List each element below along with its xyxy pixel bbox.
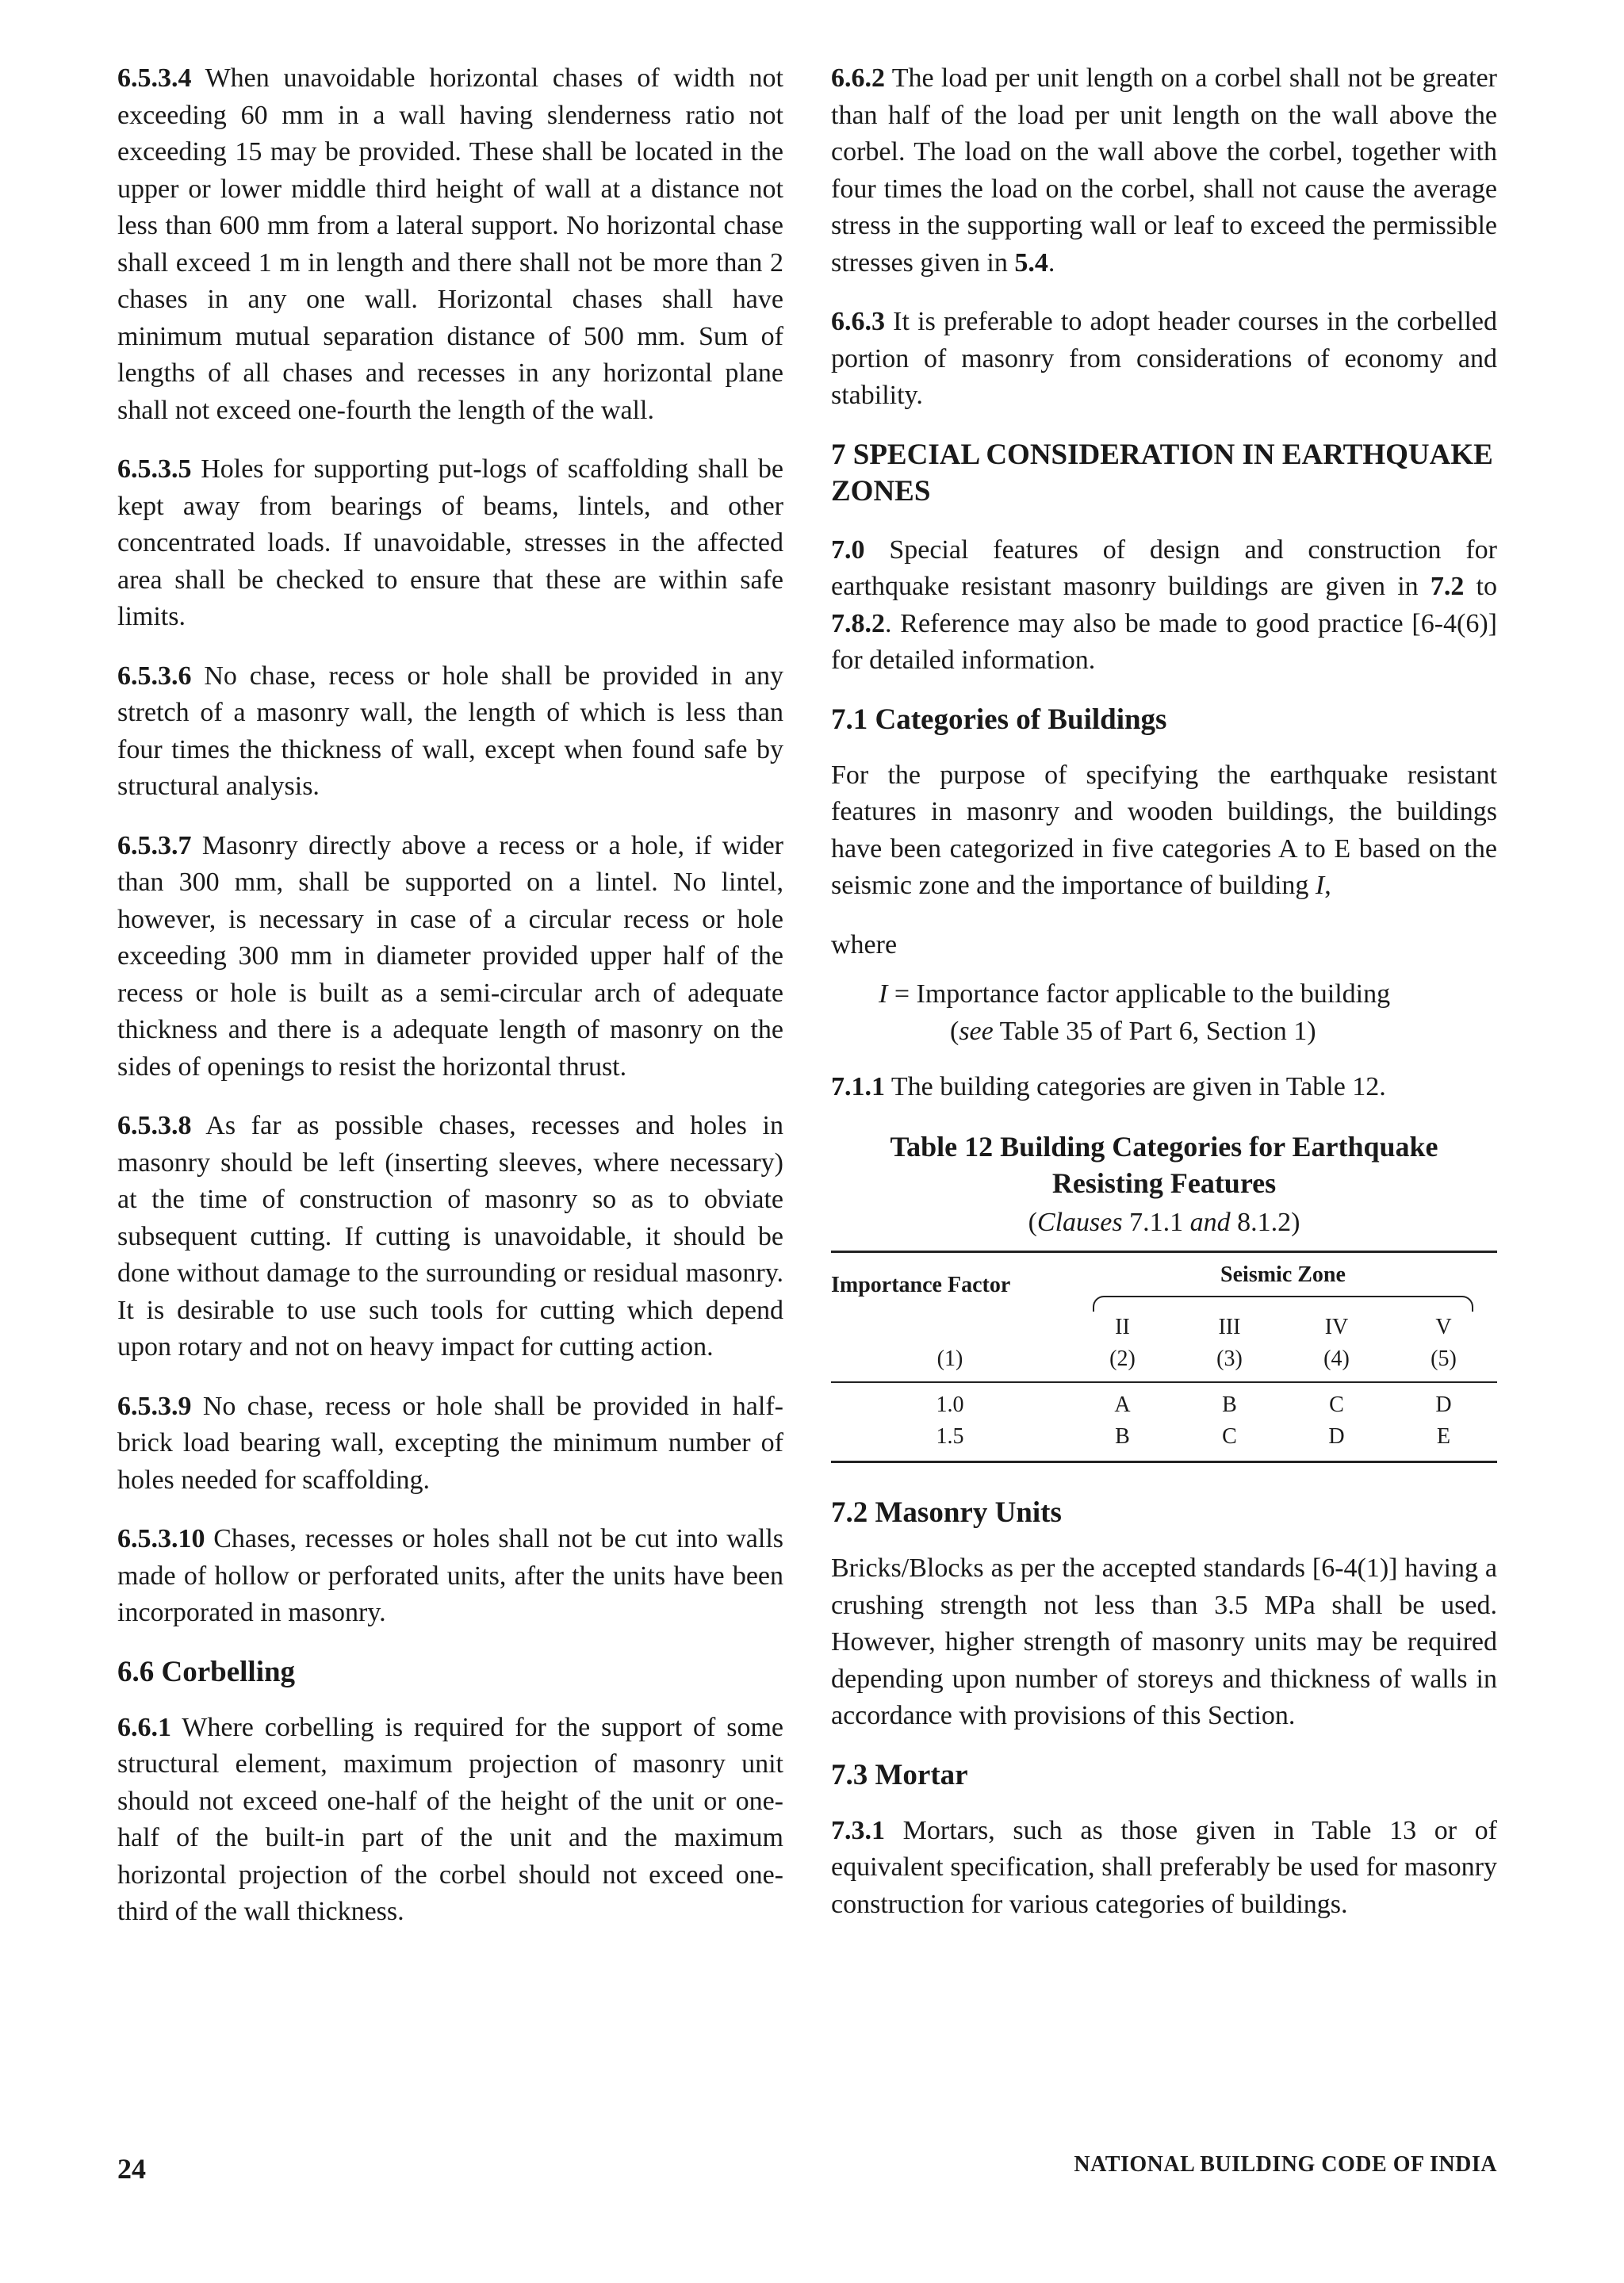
clause-6-5-3-8: 6.5.3.8 As far as possible chases, recesses and holes in masonry should be left (inserting sleeves, where necessary) at the time of construction of masonry so as to obviate subsequent cutting. If cutting is unavoidable, it should be done without damage to the surrounding or residual masonry. It is desirable to use such tools for cutting which depend upon rotary and not on heavy impact for cutting action. — [117, 1111, 783, 1362]
page-number: 24 — [117, 2153, 146, 2185]
clause-6-6-2: 6.6.2 The load per unit length on a corbel shall not be greater than half of the load per unit length on the wall above the corbel. The load on the wall above the corbel, together with four times the load on the corbel, shall not cause the average stress in the supporting wall or leaf to exceed the permissible stresses given in 5.4. — [831, 63, 1497, 278]
clause-7-2-text: Bricks/Blocks as per the accepted standards [6-4(1)] having a crushing strength not less than 3.5 MPa shall be used. However, higher strength of masonry units may be required depending upon number of storeys and thickness of walls in accordance with provisions of this Section. — [831, 1553, 1497, 1730]
table-title: Table 12 Building Categories for Earthquake Resisting Features — [890, 1130, 1438, 1199]
zone-label: III — [1218, 1315, 1241, 1339]
clause-7-0: 7.0 Special features of design and construction for earthquake resistant masonry buildings are given in 7.2 to 7.8.2. Reference may also be made to good practice [6-4(6)] for detailed information. — [831, 534, 1497, 675]
column-number: (4) — [1323, 1346, 1350, 1371]
table-row: 1.0 A B C D — [831, 1382, 1497, 1421]
heading-corbelling: 6.6 Corbelling — [117, 1655, 296, 1688]
table-clauses: (Clauses 7.1.1 and 8.1.2) — [1028, 1207, 1300, 1237]
column-number: (1) — [936, 1346, 963, 1371]
clause-6-5-3-9: 6.5.3.9 No chase, recess or hole shall be provided in half-brick load bearing wall, excepting the minimum number of holes needed for scaffolding. — [117, 1391, 783, 1495]
clause-6-5-3-5: 6.5.3.5 Holes for supporting put-logs of scaffolding shall be kept away from bearings of beams, lintels, and other concentrated loads. If unavoidable, stresses in the affected area shall be checked to ensure that these are within safe limits. — [117, 454, 783, 631]
publication-title: NATIONAL BUILDING CODE OF INDIA — [1074, 2152, 1497, 2177]
where-label: where — [831, 929, 898, 960]
heading-7-3: 7.3 Mortar — [831, 1758, 968, 1791]
header-importance-factor: Importance Factor — [831, 1273, 1011, 1297]
clause-6-6-3: 6.6.3 It is preferable to adopt header courses in the corbelled portion of masonry from considerations of economy and stability. — [831, 307, 1497, 410]
heading-section-7: 7 SPECIAL CONSIDERATION IN EARTHQUAKE ZONES — [831, 438, 1493, 508]
heading-7-1: 7.1 Categories of Buildings — [831, 703, 1167, 736]
right-column — [831, 60, 1497, 1945]
zone-label: IV — [1324, 1315, 1349, 1339]
left-column — [117, 60, 783, 1953]
clause-7-1-intro: For the purpose of specifying the earthquake resistant features in masonry and wooden buildings, the buildings have been categorized in five categories A to E based on the seismic zone and the importance of building I, — [831, 760, 1497, 900]
clause-6-5-3-4: 6.5.3.4 When unavoidable horizontal chases of width not exceeding 60 mm in a wall having slenderness ratio not exceeding 15 may be provided. These shall be located in the upper or lower middle third height of wall at a distance not less than 600 mm from a lateral support. No horizontal chase shall exceed 1 m in length and there shall not be more than 2 chases in any one wall. Horizontal chases shall have minimum mutual separation distance of 500 mm. Sum of lengths of all chases and recesses in any horizontal plane shall not exceed one-fourth the length of the wall. — [117, 63, 783, 425]
table-12 — [831, 1128, 1497, 1464]
column-number: (5) — [1431, 1346, 1457, 1371]
header-seismic-zone: Seismic Zone — [1069, 1252, 1497, 1312]
zone-label: II — [1115, 1315, 1130, 1339]
clause-6-5-3-6: 6.5.3.6 No chase, recess or hole shall be provided in any stretch of a masonry wall, the length of which is less than four times the thickness of wall, except when found safe by structural analysis. — [117, 661, 783, 801]
clause-7-3-1: 7.3.1 Mortars, such as those given in Table 13 or of equivalent specification, shall preferably be used for masonry construction for various categories of buildings. — [831, 1815, 1497, 1919]
column-number: (3) — [1216, 1346, 1243, 1371]
clause-6-5-3-10: 6.5.3.10 Chases, recesses or holes shall not be cut into walls made of hollow or perforated units, after the units have been incorporated in masonry. — [117, 1524, 783, 1627]
zone-label: V — [1435, 1315, 1452, 1339]
clause-6-6-1: 6.6.1 Where corbelling is required for the support of some structural element, maximum projection of masonry unit should not exceed one-half of the height of the unit or one-half of the built-in part of the unit and the maximum horizontal projection of the corbel should not exceed one-third of the wall thickness. — [117, 1712, 783, 1926]
seismic-zone-brace — [1093, 1296, 1473, 1312]
importance-factor-definition: I = Importance factor applicable to the building (see Table 35 of Part 6, Section 1) — [879, 979, 1391, 1046]
column-number: (2) — [1109, 1346, 1136, 1371]
heading-7-2: 7.2 Masonry Units — [831, 1496, 1062, 1529]
table-row: 1.5 B C D E — [831, 1421, 1497, 1462]
clause-7-1-1: 7.1.1 The building categories are given in Table 12. — [831, 1072, 1386, 1101]
clause-6-5-3-7: 6.5.3.7 Masonry directly above a recess or a hole, if wider than 300 mm, shall be supported on a lintel. No lintel, however, is necessary in case of a circular recess or hole exceeding 300 mm in diameter provided upper half of the recess or hole is built as a semi-circular arch of adequate thickness and there is a adequate length of masonry on the sides of openings to resist the horizontal thrust. — [117, 830, 783, 1082]
building-categories-table — [831, 1251, 1497, 1463]
